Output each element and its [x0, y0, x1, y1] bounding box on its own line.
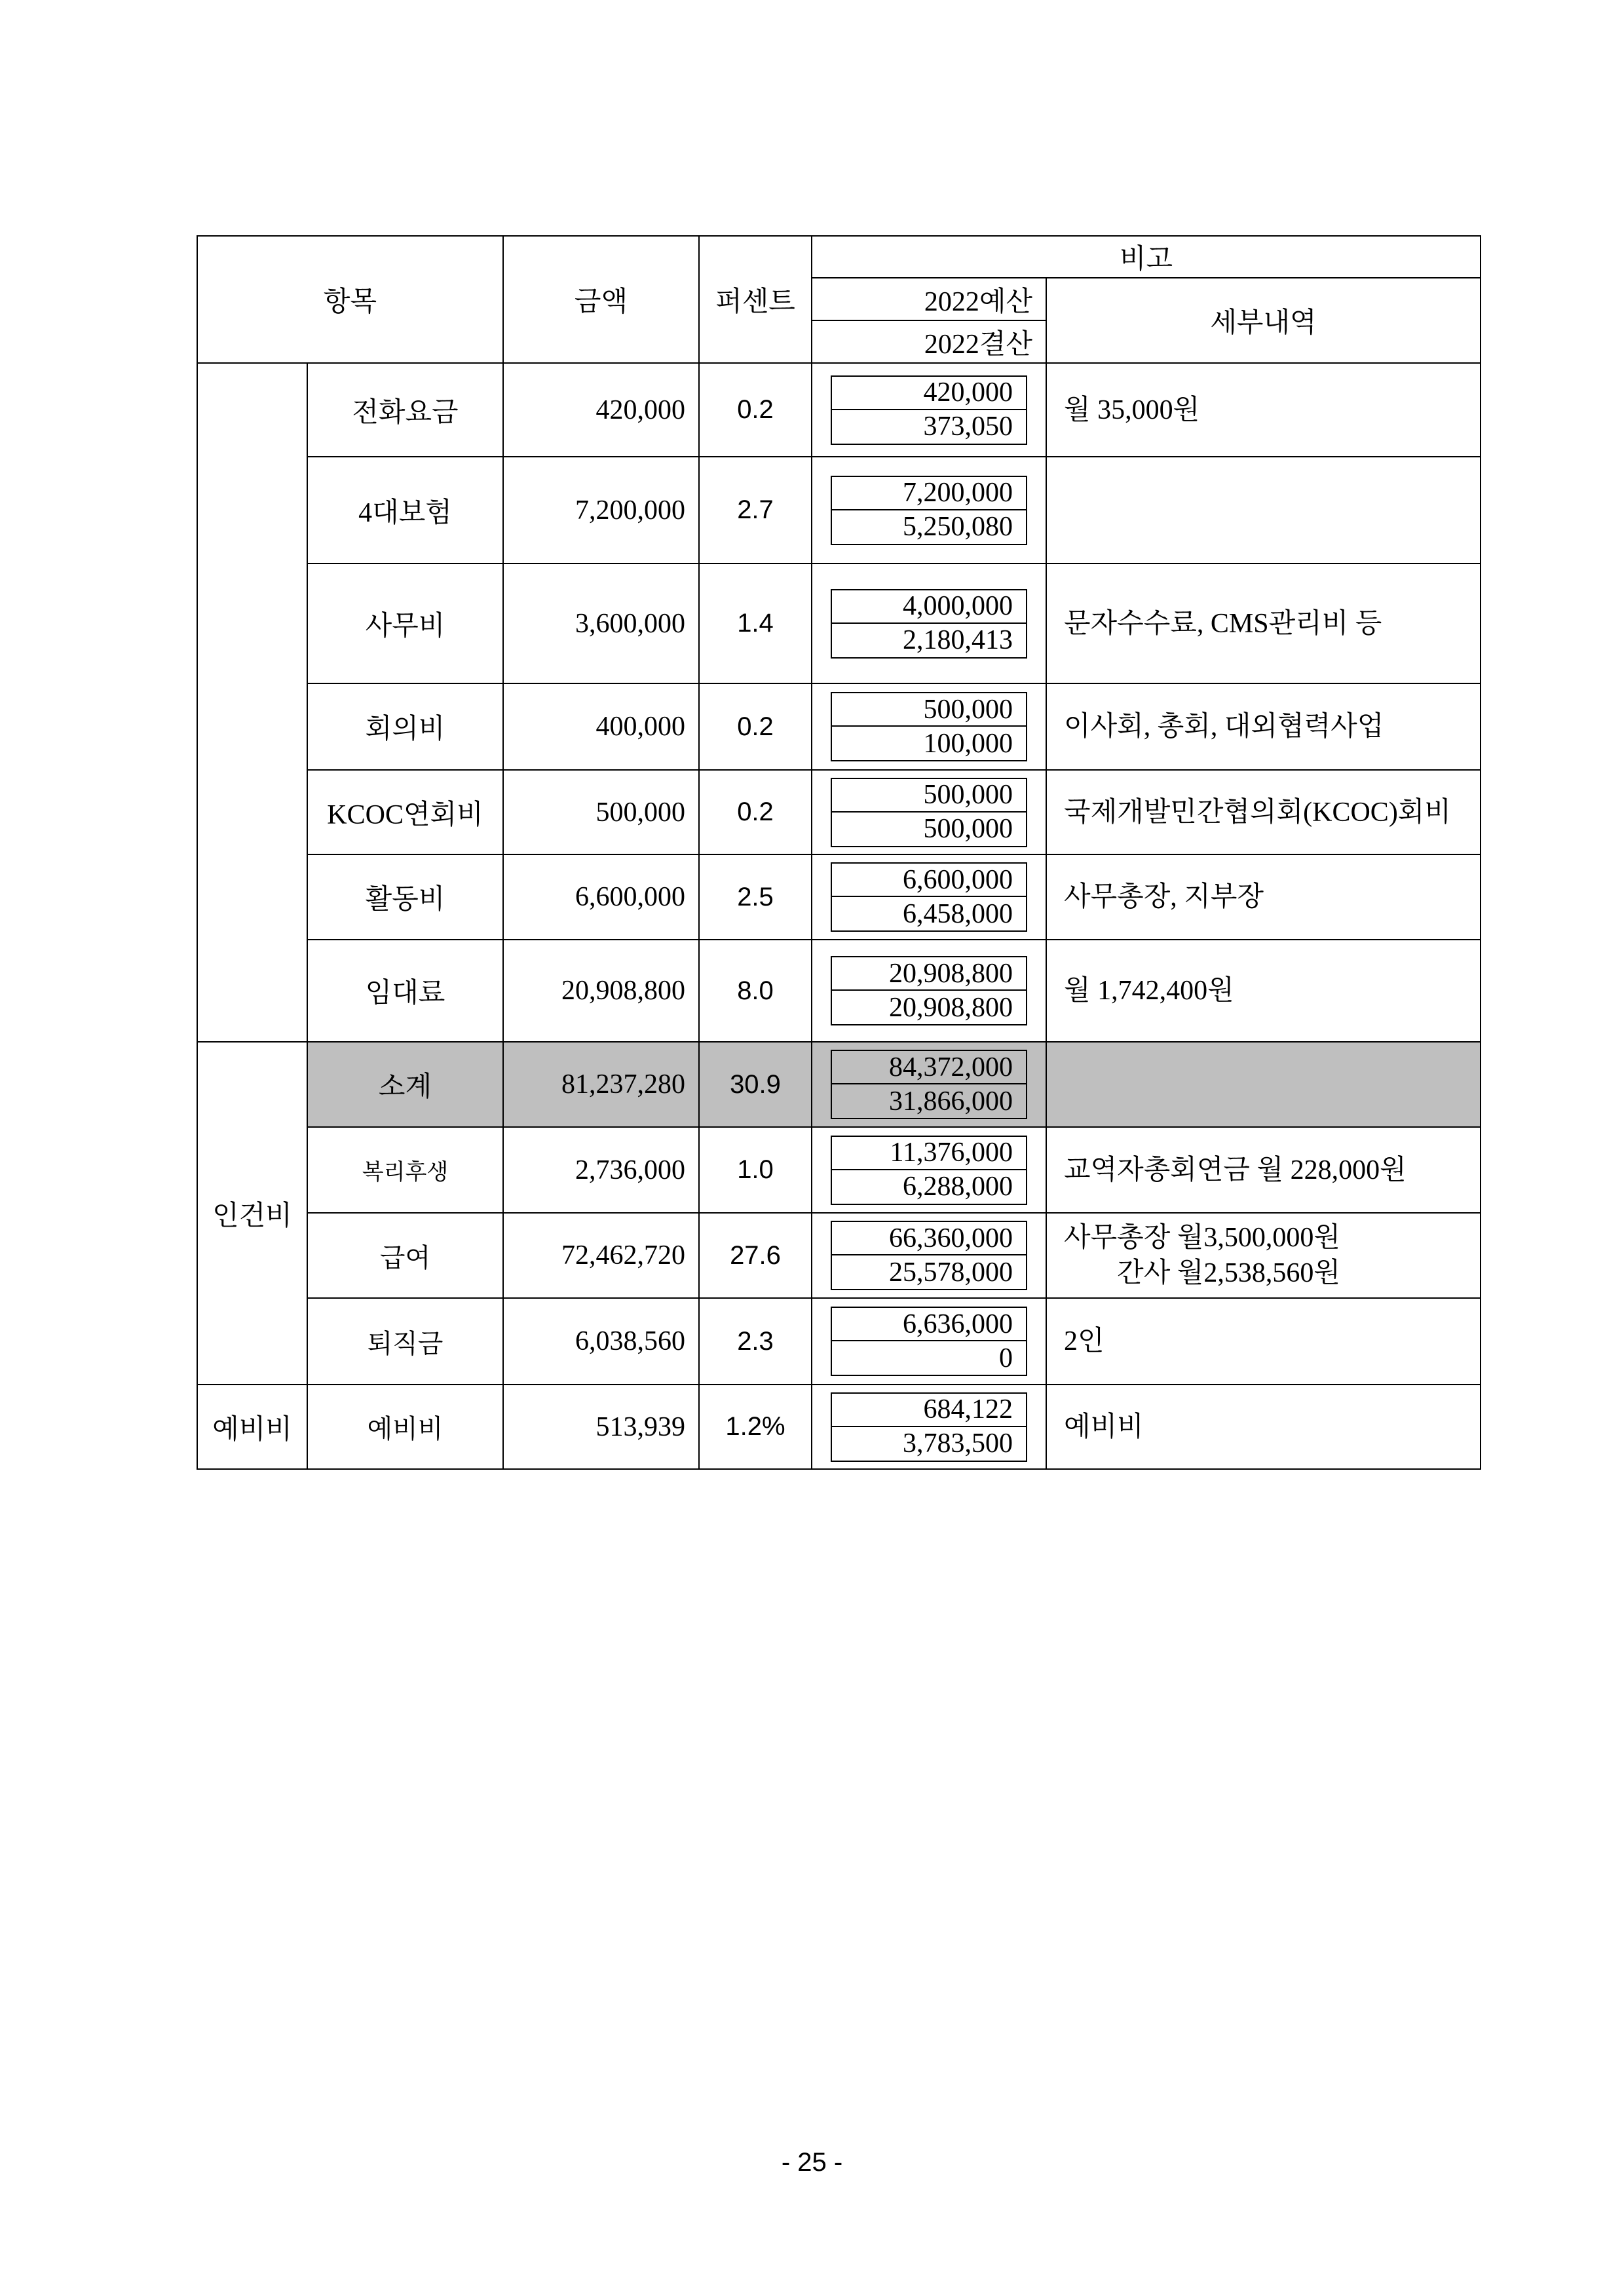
amount-cell: 400,000: [502, 683, 700, 771]
budget-2022-value: 500,000: [832, 779, 1026, 813]
budget-settlement-cell: [811, 1384, 1047, 1470]
amount-cell: 3,600,000: [502, 563, 700, 684]
budget-settlement-cell: [811, 854, 1047, 940]
budget-settlement-box: [831, 1307, 1027, 1376]
detail-line: 사무총장, 지부장: [1064, 882, 1264, 912]
budget-settlement-cell: [811, 563, 1047, 684]
amount-cell: 20,908,800: [502, 939, 700, 1043]
percent-cell: 8.0: [698, 939, 812, 1043]
item-cell: 4대보험: [307, 456, 504, 564]
budget-2022-value: 7,200,000: [832, 477, 1026, 510]
detail-cell: [1046, 1384, 1481, 1470]
percent-cell: 27.6: [698, 1212, 812, 1299]
item-cell: 임대료: [307, 939, 504, 1043]
header-item: 항목: [197, 235, 504, 364]
subtotal-item-cell: 소계: [307, 1041, 504, 1128]
detail-text: [1064, 709, 1384, 744]
detail-line: 국제개발민간협의회(KCOC)회비: [1064, 797, 1451, 828]
subtotal-budget-settlement-cell: [811, 1041, 1047, 1128]
settlement-2022-value: 6,458,000: [903, 898, 1013, 929]
amount-cell: 500,000: [502, 769, 700, 855]
category-cell-personnel: 인건비: [197, 1041, 308, 1386]
detail-line: 월 35,000원: [1064, 394, 1200, 425]
detail-text: [1064, 1153, 1407, 1188]
subtotal-percent-cell: 30.9: [698, 1041, 812, 1128]
header-settlement-2022: 2022결산: [811, 320, 1047, 364]
detail-text: [1064, 392, 1199, 428]
amount-cell: 6,600,000: [502, 854, 700, 940]
budget-2022-value: 6,636,000: [832, 1308, 1026, 1341]
budget-settlement-box: [831, 476, 1027, 545]
item-cell: 활동비: [307, 854, 504, 940]
settlement-2022-value: 20,908,800: [889, 992, 1013, 1023]
detail-text: [1064, 1409, 1144, 1445]
budget-2022-value: 500,000: [832, 693, 1026, 727]
budget-settlement-cell: [811, 1126, 1047, 1214]
detail-text: [1064, 1220, 1340, 1291]
budget-settlement-box: [831, 1050, 1027, 1119]
amount-cell: 2,736,000: [502, 1126, 700, 1214]
settlement-2022-value: 31,866,000: [889, 1086, 1013, 1117]
percent-cell: 2.7: [698, 456, 812, 564]
amount-cell: 6,038,560: [502, 1297, 700, 1385]
page-number: - 25 -: [781, 2148, 843, 2177]
item-cell: 회의비: [307, 683, 504, 771]
item-cell: 퇴직금: [307, 1297, 504, 1385]
detail-line: 월 1,742,400원: [1064, 976, 1234, 1006]
detail-line: 간사 월2,538,560원: [1117, 1258, 1340, 1288]
detail-cell: [1046, 1126, 1481, 1214]
detail-line: 교역자총회연금 월 228,000원: [1064, 1155, 1407, 1185]
budget-settlement-cell: [811, 1297, 1047, 1385]
settlement-2022-value: 500,000: [923, 814, 1013, 844]
amount-cell: 7,200,000: [502, 456, 700, 564]
percent-cell: 1.0: [698, 1126, 812, 1214]
budget-settlement-box: [831, 589, 1027, 659]
header-percent: 퍼센트: [698, 235, 812, 364]
settlement-2022-value: 0: [999, 1343, 1013, 1373]
detail-cell: [1046, 1297, 1481, 1385]
category-cell-reserve: 예비비: [197, 1384, 308, 1470]
detail-text: [1064, 795, 1451, 830]
detail-cell: [1046, 769, 1481, 855]
budget-settlement-cell: [811, 1212, 1047, 1299]
detail-line: 2인: [1064, 1326, 1105, 1356]
percent-cell: 1.2%: [698, 1384, 812, 1470]
detail-cell: [1046, 939, 1481, 1043]
budget-2022-value: 11,376,000: [832, 1137, 1026, 1170]
amount-cell: 513,939: [502, 1384, 700, 1470]
budget-settlement-box: [831, 1136, 1027, 1205]
item-cell: 복리후생: [307, 1126, 504, 1214]
percent-cell: 0.2: [698, 683, 812, 771]
budget-settlement-box: [831, 778, 1027, 847]
detail-text: [1064, 1324, 1105, 1359]
header-detail: 세부내역: [1046, 277, 1481, 364]
item-cell: 전화요금: [307, 362, 504, 457]
percent-cell: 0.2: [698, 769, 812, 855]
subtotal-amount-cell: 81,237,280: [502, 1041, 700, 1128]
percent-cell: 1.4: [698, 563, 812, 684]
detail-text: [1064, 606, 1382, 641]
settlement-2022-value: 25,578,000: [889, 1257, 1013, 1288]
detail-text: [1064, 973, 1234, 1008]
settlement-2022-value: 5,250,080: [903, 512, 1013, 542]
percent-cell: 2.5: [698, 854, 812, 940]
detail-cell: [1046, 1212, 1481, 1299]
detail-cell: [1046, 362, 1481, 457]
budget-settlement-cell: [811, 769, 1047, 855]
amount-cell: 420,000: [502, 362, 700, 457]
detail-line: 사무총장 월3,500,000원: [1064, 1223, 1340, 1253]
item-cell: 급여: [307, 1212, 504, 1299]
settlement-2022-value: 6,288,000: [903, 1172, 1013, 1202]
detail-cell: [1046, 563, 1481, 684]
budget-settlement-cell: [811, 456, 1047, 564]
budget-2022-value: 66,360,000: [832, 1222, 1026, 1255]
detail-cell: [1046, 854, 1481, 940]
budget-2022-value: 84,372,000: [832, 1051, 1026, 1084]
category-cell: [197, 362, 308, 1043]
amount-cell: 72,462,720: [502, 1212, 700, 1299]
budget-settlement-cell: [811, 683, 1047, 771]
item-cell: 사무비: [307, 563, 504, 684]
subtotal-detail-cell: [1046, 1041, 1481, 1128]
percent-cell: 0.2: [698, 362, 812, 457]
budget-settlement-box: [831, 1392, 1027, 1462]
header-amount: 금액: [502, 235, 700, 364]
header-budget-2022: 2022예산: [811, 277, 1047, 321]
settlement-2022-value: 373,050: [923, 411, 1013, 442]
detail-cell: [1046, 683, 1481, 771]
detail-line: 이사회, 총회, 대외협력사업: [1064, 712, 1384, 742]
percent-cell: 2.3: [698, 1297, 812, 1385]
budget-settlement-box: [831, 1221, 1027, 1290]
item-cell: 예비비: [307, 1384, 504, 1470]
item-cell: KCOC연회비: [307, 769, 504, 855]
budget-settlement-box: [831, 692, 1027, 761]
settlement-2022-value: 100,000: [923, 728, 1013, 759]
budget-settlement-cell: [811, 362, 1047, 457]
detail-line: 문자수수료, CMS관리비 등: [1064, 608, 1382, 639]
detail-line: 예비비: [1064, 1411, 1144, 1442]
detail-text: [1064, 879, 1264, 915]
detail-cell: [1046, 456, 1481, 564]
settlement-2022-value: 3,783,500: [903, 1428, 1013, 1459]
budget-2022-value: 6,600,000: [832, 864, 1026, 897]
budget-settlement-cell: [811, 939, 1047, 1043]
budget-settlement-box: [831, 375, 1027, 445]
budget-2022-value: 420,000: [832, 377, 1026, 410]
budget-2022-value: 20,908,800: [832, 957, 1026, 991]
settlement-2022-value: 2,180,413: [903, 625, 1013, 655]
budget-2022-value: 684,122: [832, 1394, 1026, 1427]
budget-settlement-box: [831, 862, 1027, 932]
budget-settlement-box: [831, 956, 1027, 1025]
budget-2022-value: 4,000,000: [832, 590, 1026, 624]
header-remarks: 비고: [811, 235, 1481, 278]
